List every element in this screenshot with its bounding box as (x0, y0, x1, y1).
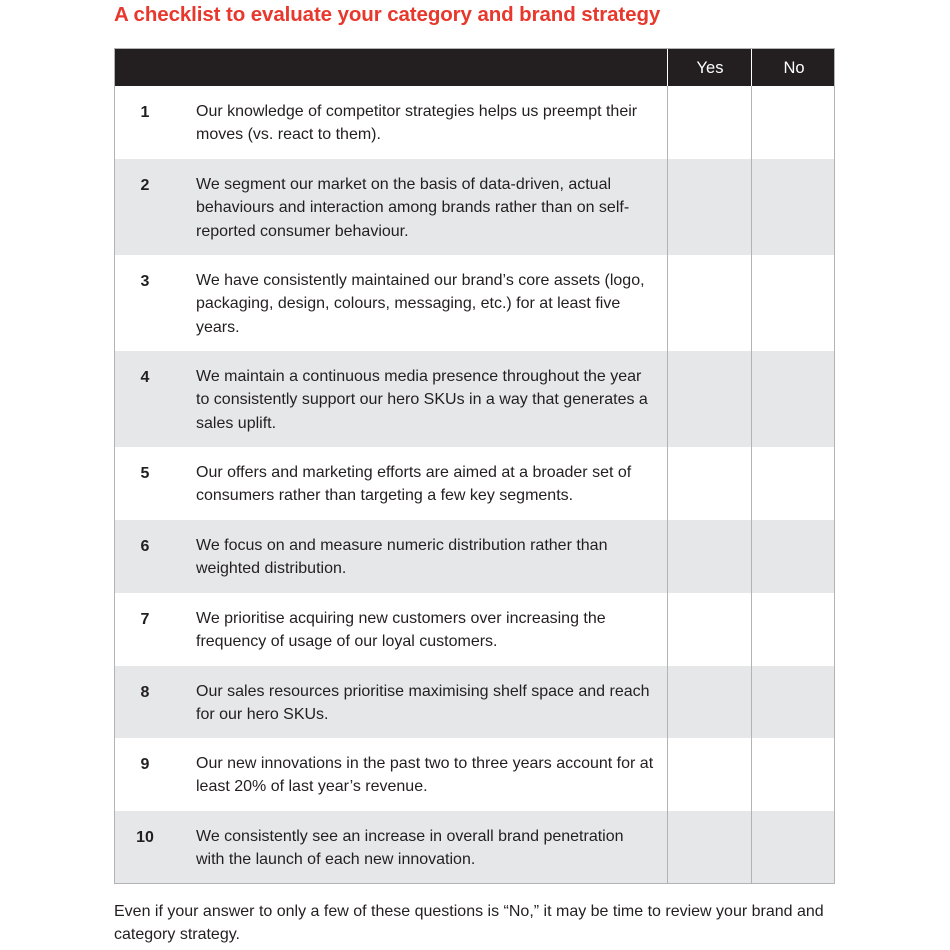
table-header (115, 49, 834, 86)
header-yes: Yes (667, 49, 752, 86)
no-cell[interactable] (752, 593, 834, 666)
footer-note: Even if your answer to only a few of these questions is “No,” it may be time to review your brand and category strategy. (114, 903, 824, 944)
yes-cell[interactable] (668, 447, 751, 520)
row-number: 4 (140, 369, 150, 386)
no-cell[interactable] (752, 520, 834, 593)
yes-cell[interactable] (668, 593, 751, 666)
row-number: 1 (140, 104, 150, 121)
row-number: 6 (140, 538, 150, 555)
no-cell[interactable] (752, 447, 834, 520)
table-row (115, 351, 834, 447)
row-statement: Our new innovations in the past two to three years account for at least 20% of last year’s revenue. (196, 755, 654, 796)
row-statement: We consistently see an increase in overall brand penetration with the launch of each new innovation. (196, 828, 624, 869)
row-number: 5 (140, 465, 150, 482)
table-row (115, 159, 834, 255)
yes-cell[interactable] (668, 351, 751, 447)
row-statement: We segment our market on the basis of data-driven, actual behaviours and interaction among brands rather than on self-reported consumer behaviour. (196, 176, 630, 240)
row-number: 8 (140, 684, 150, 701)
row-statement: We maintain a continuous media presence throughout the year to consistently support our hero SKUs in a way that generates a sales uplift. (196, 368, 648, 432)
table-row (115, 738, 834, 811)
row-statement: Our knowledge of competitor strategies helps us preempt their moves (vs. react to them). (196, 103, 638, 144)
table-row (115, 255, 834, 351)
yes-cell[interactable] (668, 520, 751, 593)
yes-cell[interactable] (668, 811, 751, 883)
no-cell[interactable] (752, 351, 834, 447)
no-cell[interactable] (752, 86, 834, 159)
row-number: 2 (140, 177, 150, 194)
table-row (115, 593, 834, 666)
page-title: A checklist to evaluate your category and brand strategy (114, 3, 661, 26)
row-statement: We prioritise acquiring new customers over increasing the frequency of usage of our loyal customers. (196, 610, 606, 651)
no-cell[interactable] (752, 159, 834, 255)
yes-cell[interactable] (668, 738, 751, 811)
no-cell[interactable] (752, 811, 834, 883)
row-number: 3 (140, 273, 150, 290)
checklist-table (114, 48, 835, 884)
row-statement: We have consistently maintained our brand’s core assets (logo, packaging, design, colours, messaging, etc.) for at least five years. (196, 272, 645, 336)
table-row (115, 86, 834, 159)
no-cell[interactable] (752, 255, 834, 351)
yes-cell[interactable] (668, 666, 751, 738)
row-number: 10 (136, 829, 154, 846)
no-cell[interactable] (752, 666, 834, 738)
row-statement: We focus on and measure numeric distribution rather than weighted distribution. (196, 537, 608, 578)
row-number: 7 (140, 611, 150, 628)
row-number: 9 (140, 756, 150, 773)
yes-cell[interactable] (668, 86, 751, 159)
yes-cell[interactable] (668, 159, 751, 255)
row-statement: Our offers and marketing efforts are aimed at a broader set of consumers rather than targeting a few key segments. (196, 464, 632, 505)
row-statement: Our sales resources prioritise maximising shelf space and reach for our hero SKUs. (196, 683, 650, 724)
table-row (115, 811, 834, 883)
table-row (115, 666, 834, 738)
table-row (115, 447, 834, 520)
yes-cell[interactable] (668, 255, 751, 351)
table-row (115, 520, 834, 593)
header-no: No (751, 49, 836, 86)
no-cell[interactable] (752, 738, 834, 811)
